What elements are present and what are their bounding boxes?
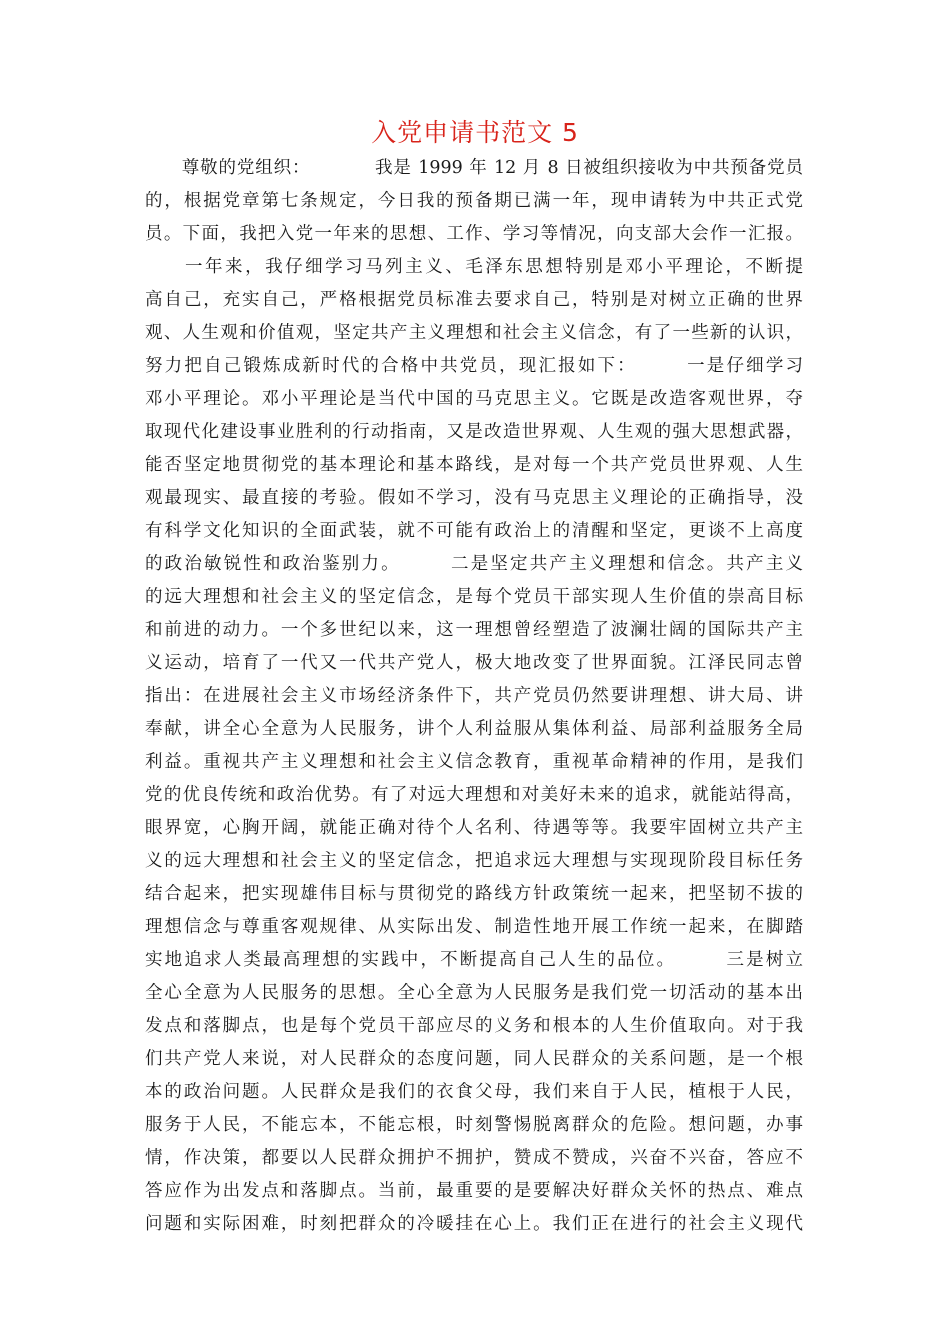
body-line: 的远大理想和社会主义的坚定信念，是每个党员干部实现人生价值的崇高目标	[145, 587, 803, 607]
body-line: 奉献，讲全心全意为人民服务，讲个人利益服从集体利益、局部利益服务全局	[145, 719, 803, 739]
body-line: 观最现实、最直接的考验。假如不学习，没有马克思主义理论的正确指导，没	[145, 488, 803, 508]
document-body	[145, 152, 803, 1241]
body-line: 本的政治问题。人民群众是我们的衣食父母，我们来自于人民，植根于人民，	[145, 1082, 803, 1102]
body-line: 全心全意为人民服务的思想。全心全意为人民服务是我们党一切活动的基本出	[145, 983, 803, 1003]
body-line: 服务于人民，不能忘本，不能忘根，时刻警惕脱离群众的危险。想问题，办事	[145, 1115, 803, 1135]
body-line: 取现代化建设事业胜利的行动指南，又是改造世界观、人生观的强大思想武器，	[145, 422, 803, 442]
body-line: 尊敬的党组织： 我是 1999 年 12 月 8 日被组织接收为中共预备党员	[145, 158, 803, 178]
body-line: 努力把自己锻炼成新时代的合格中共党员，现汇报如下： 一是仔细学习	[145, 356, 803, 376]
body-line: 结合起来，把实现雄伟目标与贯彻党的路线方针政策统一起来，把坚韧不拔的	[145, 884, 803, 904]
body-line: 的政治敏锐性和政治鉴别力。 二是坚定共产主义理想和信念。共产主义	[145, 554, 803, 574]
body-line: 发点和落脚点，也是每个党员干部应尽的义务和根本的人生价值取向。对于我	[145, 1016, 803, 1036]
body-line: 理想信念与尊重客观规律、从实际出发、制造性地开展工作统一起来，在脚踏	[145, 917, 803, 937]
body-line: 眼界宽，心胸开阔，就能正确对待个人名利、待遇等等。我要牢固树立共产主	[145, 818, 803, 838]
body-line: 的，根据党章第七条规定，今日我的预备期已满一年，现申请转为中共正式党	[145, 191, 803, 211]
body-line: 指出：在进展社会主义市场经济条件下，共产党员仍然要讲理想、讲大局、讲	[145, 686, 803, 706]
body-line: 党的优良传统和政治优势。有了对远大理想和对美好未来的追求，就能站得高，	[145, 785, 803, 805]
body-line: 义运动，培育了一代又一代共产党人，极大地改变了世界面貌。江泽民同志曾	[145, 653, 803, 673]
body-line: 有科学文化知识的全面武装，就不可能有政治上的清醒和坚定，更谈不上高度	[145, 521, 803, 541]
body-line: 一年来，我仔细学习马列主义、毛泽东思想特别是邓小平理论，不断提	[145, 257, 803, 277]
body-line: 们共产党人来说，对人民群众的态度问题，同人民群众的关系问题，是一个根	[145, 1049, 803, 1069]
body-line: 和前进的动力。一个多世纪以来，这一理想曾经塑造了波澜壮阔的国际共产主	[145, 620, 803, 640]
body-line: 问题和实际困难，时刻把群众的冷暖挂在心上。我们正在进行的社会主义现代	[145, 1214, 803, 1234]
body-line: 邓小平理论。邓小平理论是当代中国的马克思主义。它既是改造客观世界，夺	[145, 389, 803, 409]
body-line: 利益。重视共产主义理想和社会主义信念教育，重视革命精神的作用，是我们	[145, 752, 803, 772]
body-line: 能否坚定地贯彻党的基本理论和基本路线，是对每一个共产党员世界观、人生	[145, 455, 803, 475]
body-line: 高自己，充实自己，严格根据党员标准去要求自己，特别是对树立正确的世界	[145, 290, 803, 310]
body-line: 实地追求人类最高理想的实践中，不断提高自己人生的品位。 三是树立	[145, 950, 803, 970]
body-line: 员。下面，我把入党一年来的思想、工作、学习等情况，向支部大会作一汇报。	[145, 224, 803, 244]
body-line: 观、人生观和价值观，坚定共产主义理想和社会主义信念，有了一些新的认识，	[145, 323, 803, 343]
body-line: 义的远大理想和社会主义的坚定信念，把追求远大理想与实现现阶段目标任务	[145, 851, 803, 871]
body-line: 答应作为出发点和落脚点。当前，最重要的是要解决好群众关怀的热点、难点	[145, 1181, 803, 1201]
document-title: 入党申请书范文 5	[371, 118, 579, 147]
body-line: 情，作决策，都要以人民群众拥护不拥护，赞成不赞成，兴奋不兴奋，答应不	[145, 1148, 803, 1168]
